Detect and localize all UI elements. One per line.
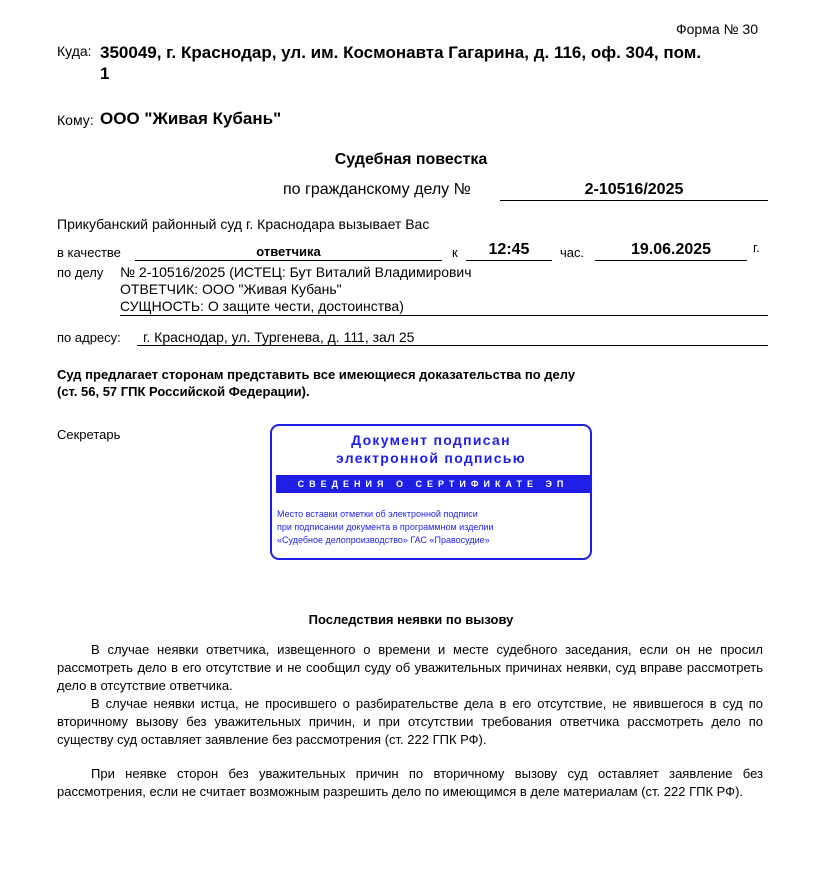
- time-underline: [466, 260, 552, 261]
- year-suffix: г.: [753, 240, 760, 255]
- form-number: Форма № 30: [676, 21, 758, 37]
- role-label: в качестве: [57, 245, 121, 260]
- time-value: 12:45: [488, 241, 530, 258]
- address-underline: [137, 345, 768, 346]
- case-details-label: по делу: [57, 265, 104, 280]
- page-title: Судебная повестка: [334, 151, 488, 168]
- case-details-line: № 2-10516/2025 (ИСТЕЦ: Бут Виталий Владимирович: [120, 264, 472, 280]
- to-address-line2: 1: [100, 64, 110, 83]
- address-value: г. Краснодар, ул. Тургенева, д. 111, зал 25: [143, 329, 415, 345]
- date-underline: [595, 260, 747, 261]
- role-value: ответчика: [256, 244, 321, 259]
- recipient-label: Кому:: [57, 112, 94, 128]
- court-summons: Прикубанский районный суд г. Краснодара вызывает Вас: [57, 216, 430, 232]
- at-label: к: [452, 245, 458, 260]
- case-label: по гражданскому делу №: [283, 181, 471, 198]
- consequences-title: Последствия неявки по вызову: [308, 612, 514, 627]
- case-number: 2-10516/2025: [584, 181, 684, 198]
- address-label: по адресу:: [57, 330, 121, 345]
- case-details-line: СУЩНОСТЬ: О защите чести, достоинства): [120, 298, 404, 314]
- to-address-line1: 350049, г. Краснодар, ул. им. Космонавта Гагарина, д. 116, оф. 304, пом.: [100, 43, 702, 62]
- stamp-note-line1: Место вставки отметки об электронной подписи: [277, 509, 478, 519]
- role-underline: [135, 260, 442, 261]
- stamp-title-line2: электронной подписью: [336, 450, 526, 466]
- consequences-paragraph: В случае неявки ответчика, извещенного о времени и месте судебного заседания, если он не просил рассмотреть дело в его отсутствие и не сообщил суду об уважительных причинах неявки, суд вправе рассмотреть дело в отсутствие ответчика.: [57, 642, 763, 693]
- evidence-notice-line2: (ст. 56, 57 ГПК Российской Федерации).: [57, 384, 310, 399]
- secretary-label: Секретарь: [57, 427, 121, 442]
- consequences-paragraph: При неявке сторон без уважительных причин по вторичному вызову суд оставляет заявление без рассмотрения, если не считает возможным разрешить дело по имеющимся в деле материалам (ст. 222 ГПК РФ).: [57, 766, 763, 799]
- stamp-note-line3: «Судебное делопроизводство» ГАС «Правосудие»: [277, 535, 490, 545]
- evidence-notice-line1: Суд предлагает сторонам представить все имеющиеся доказательства по делу: [57, 367, 576, 382]
- hour-label: час.: [560, 245, 585, 260]
- case-details-underline: [120, 315, 768, 316]
- consequences-paragraph: В случае неявки истца, не просившего о разбирательстве дела в его отсутствие, не явившегося в суд по вторичному вызову без уважительных причин, и при отсутствии требования ответчика рассмотреть дело по существу суд оставляет заявление без рассмотрения (ст. 222 ГПК РФ).: [57, 696, 763, 747]
- date-value: 19.06.2025: [630, 241, 712, 258]
- to-address-label: Куда:: [57, 43, 92, 59]
- certificate-info-bar: СВЕДЕНИЯ О СЕРТИФИКАТЕ ЭП: [276, 475, 590, 493]
- e-signature-stamp: [270, 424, 592, 560]
- case-details-line: ОТВЕТЧИК: ООО "Живая Кубань": [120, 281, 342, 297]
- stamp-title-line1: Документ подписан: [351, 432, 511, 448]
- case-number-underline: [500, 200, 768, 201]
- recipient: ООО "Живая Кубань": [100, 109, 282, 128]
- stamp-note-line2: при подписании документа в программном изделии: [277, 522, 494, 532]
